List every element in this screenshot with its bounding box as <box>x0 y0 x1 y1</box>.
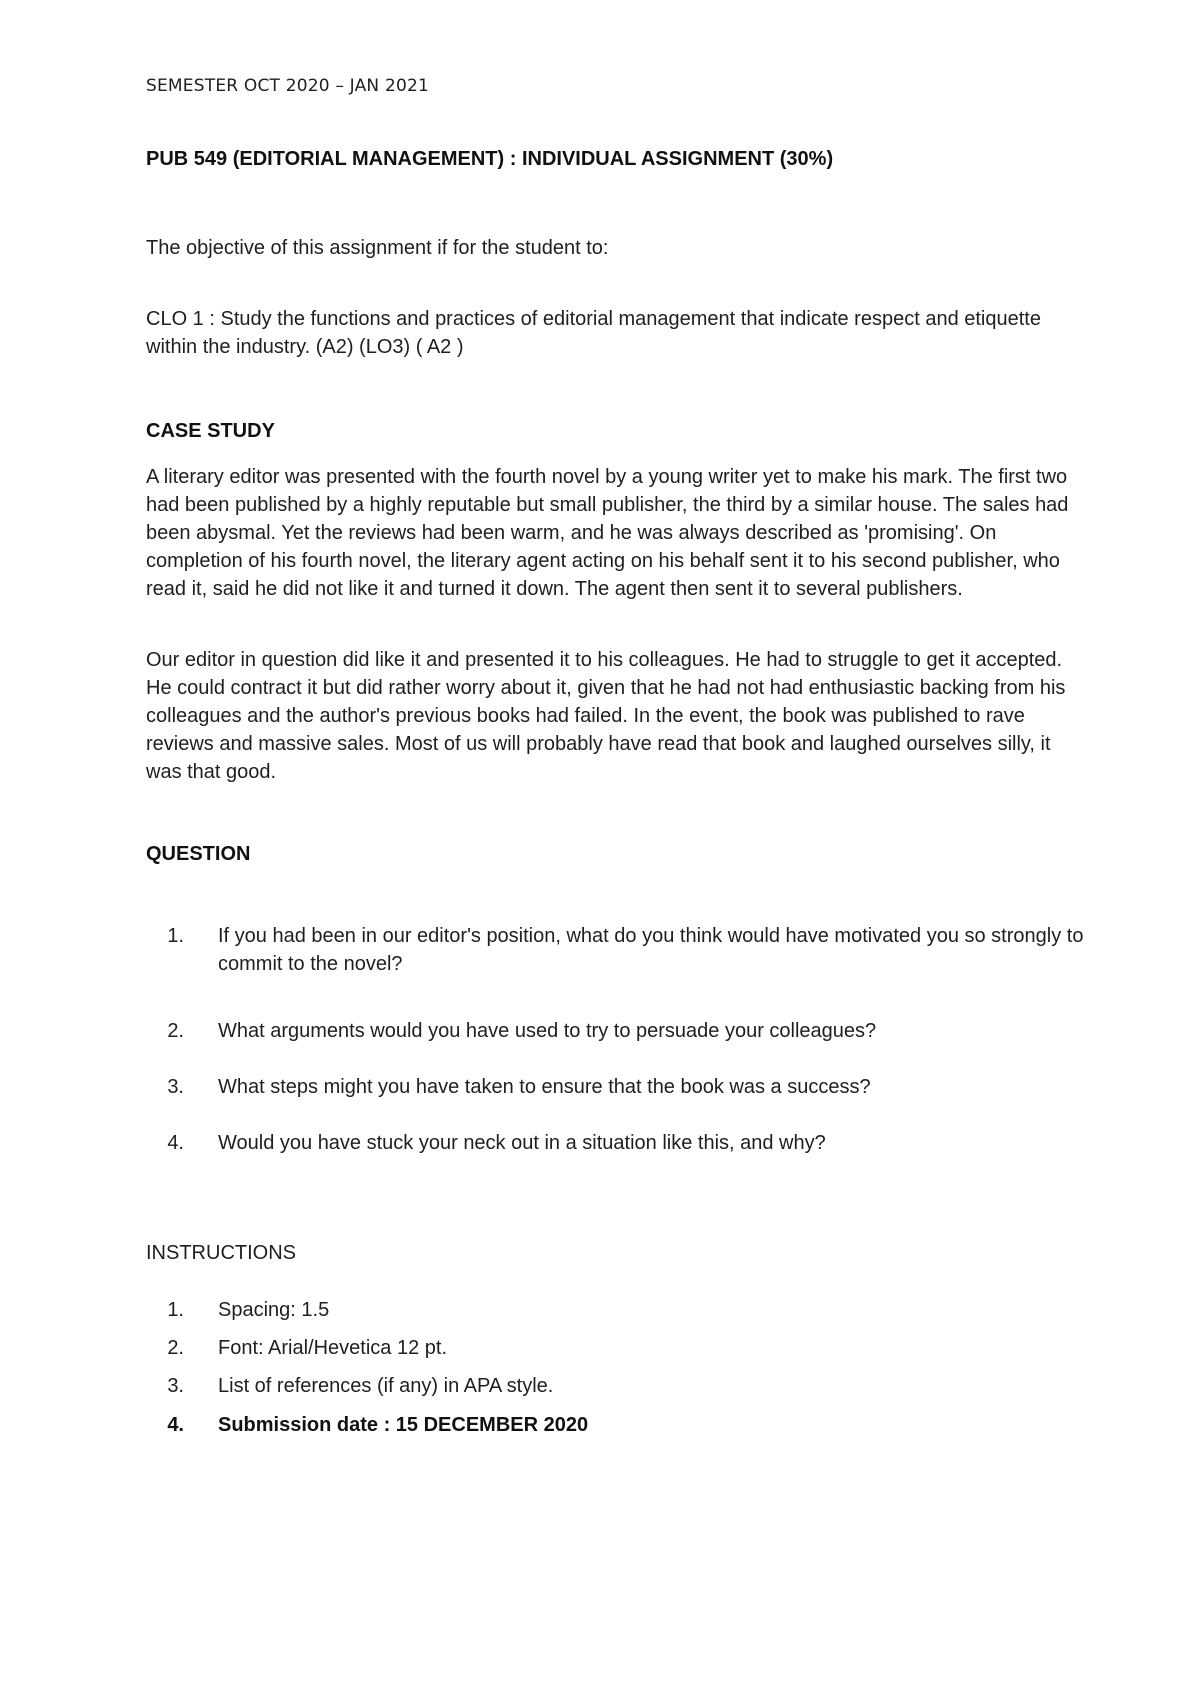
list-number: 1. <box>167 1299 184 1321</box>
objective-text: The objective of this assignment if for the student to: <box>146 237 609 259</box>
case-study-paragraph: Our editor in question did like it and presented it to his colleagues. He had to struggle to get it accepted. He could contract it but did rather worry about it, given that he had not had enthusiastic backing from his colleagues and the author's previous books had failed. In the event, the book was published to rave reviews and massive sales. Most of us will probably have read that book and laughed ourselves silly, it was that good. <box>146 649 1066 783</box>
semester-line: SEMESTER OCT 2020 – JAN 2021 <box>146 76 430 96</box>
instruction-text: Font: Arial/Hevetica 12 pt. <box>218 1337 448 1359</box>
question-text: Would you have stuck your neck out in a situation like this, and why? <box>218 1132 826 1154</box>
list-number: 3. <box>167 1076 184 1098</box>
list-number: 4. <box>167 1414 184 1436</box>
question-text: What arguments would you have used to try to persuade your colleagues? <box>218 1020 877 1042</box>
list-number: 4. <box>167 1132 184 1154</box>
case-study-heading: CASE STUDY <box>146 420 275 442</box>
question-text: What steps might you have taken to ensure that the book was a success? <box>218 1076 871 1098</box>
list-number: 2. <box>167 1337 184 1359</box>
assignment-title: PUB 549 (EDITORIAL MANAGEMENT) : INDIVIDUAL ASSIGNMENT (30%) <box>146 148 834 170</box>
instruction-text: List of references (if any) in APA style. <box>218 1375 554 1397</box>
clo-text: CLO 1 : Study the functions and practices of editorial management that indicate respect and etiquette within the industry. (A2) (LO3) ( A2 ) <box>146 308 1041 358</box>
question-heading: QUESTION <box>146 843 251 865</box>
case-study-paragraph: A literary editor was presented with the fourth novel by a young writer yet to make his mark. The first two had been published by a highly reputable but small publisher, the third by a similar house. The sales had been abysmal. Yet the reviews had been warm, and he was always described as 'promising'. On completion of his fourth novel, the literary agent acting on his behalf sent it to his second publisher, who read it, said he did not like it and turned it down. The agent then sent it to several publishers. <box>146 466 1069 600</box>
list-number: 1. <box>167 925 184 947</box>
instruction-text: Spacing: 1.5 <box>218 1299 330 1321</box>
list-number: 3. <box>167 1375 184 1397</box>
list-number: 2. <box>167 1020 184 1042</box>
instructions-heading: INSTRUCTIONS <box>146 1242 296 1264</box>
question-text: If you had been in our editor's position, what do you think would have motivated you so strongly to commit to the novel? <box>218 925 1084 975</box>
submission-date-text: Submission date : 15 DECEMBER 2020 <box>218 1414 589 1436</box>
